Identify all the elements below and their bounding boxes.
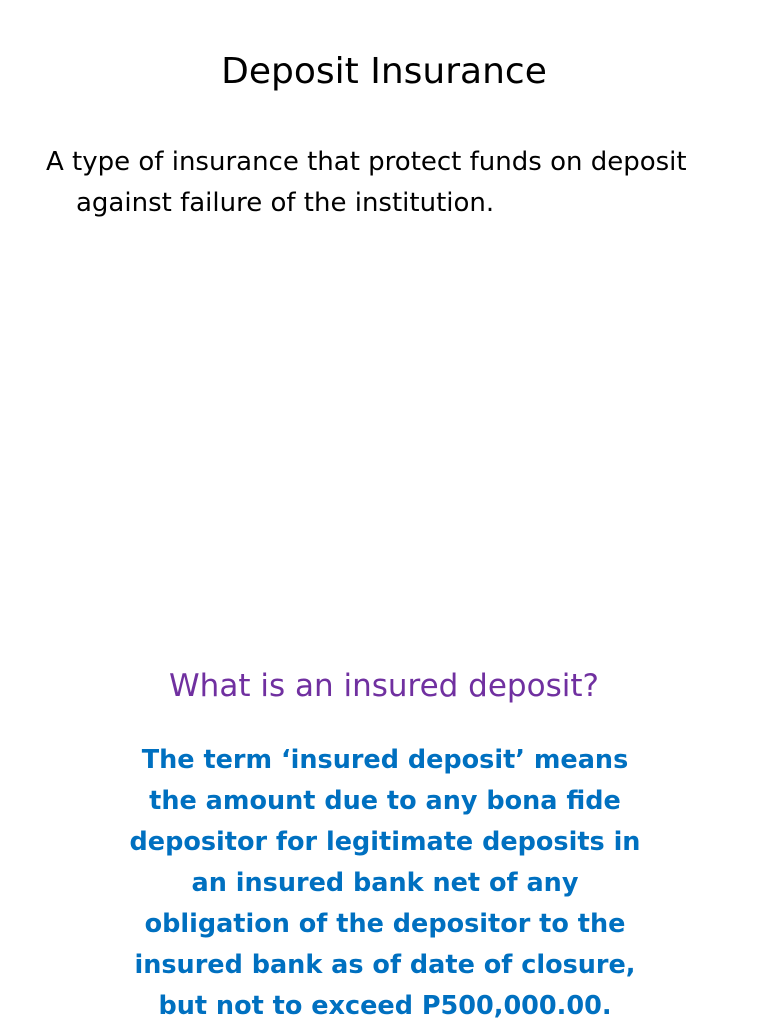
page-title: Deposit Insurance [221, 51, 547, 92]
definition-text: A type of insurance that protect funds on deposit against failure of the institution. [46, 147, 687, 218]
question-heading: What is an insured deposit? [169, 668, 599, 704]
answer-text: The term ‘insured deposit’ means the amount due to any bona fide depositor for legitimate deposits in an insured bank net of any obligation of the depositor to the insured bank as of date of closure, but not to exceed P500,000.00. [129, 745, 641, 1021]
